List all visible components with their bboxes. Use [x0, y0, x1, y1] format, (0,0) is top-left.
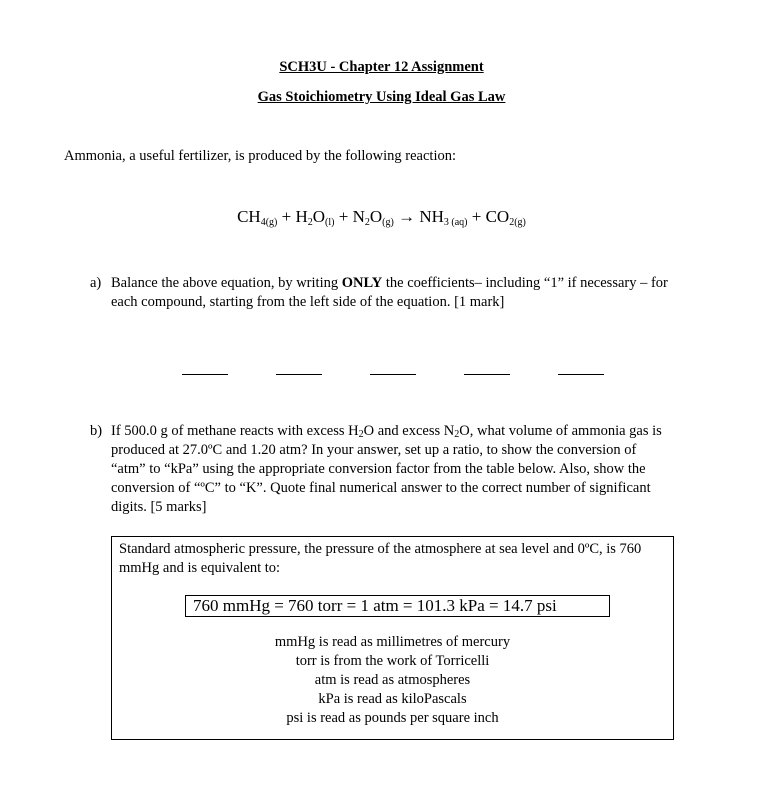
pressure-info-box: [111, 536, 674, 740]
assignment-subtitle: Gas Stoichiometry Using Ideal Gas Law: [257, 89, 506, 105]
unit-definitions: [112, 633, 673, 728]
definition-psi: psi is read as pounds per square inch: [286, 710, 499, 726]
question-a-text: Balance the above equation, by writing ONLY the coefficients– including “1” if necessary – for each compound, starting from the left side of the equation. [1 mark]: [111, 275, 668, 310]
ch4: CH: [237, 207, 261, 226]
answer-blank-1[interactable]: [182, 374, 228, 375]
definition-mmhg: mmHg is read as millimetres of mercury: [274, 634, 511, 650]
info-box-intro: Standard atmospheric pressure, the pressure of the atmosphere at sea level and 0ºC, is 760 mmHg and is equivalent to:: [119, 541, 642, 576]
assignment-title: SCH3U - Chapter 12 Assignment: [279, 59, 484, 75]
intro-text: Ammonia, a useful fertilizer, is produced by the following reaction:: [64, 148, 457, 164]
reaction-arrow: →: [393, 207, 420, 226]
question-b-text: If 500.0 g of methane reacts with excess $H_2O$ and excess $N_2O$, what volume of ammonia gas is produced at 27.0ºC and 1.20 atm? In your answer, set up a ratio, to show the conversion of “atm” to “kPa” using the appropriate conversion factor from the table below. Also, show the conversion of “ºC” to “K”. Quote final numerical answer to the correct number of significant digits. [5 marks]: [111, 423, 662, 515]
h2o: H: [295, 207, 308, 226]
answer-blank-2[interactable]: [276, 374, 322, 375]
nh3: NH: [419, 207, 444, 226]
question-b-label: b): [90, 423, 103, 439]
definition-kpa: kPa is read as kiloPascals: [318, 691, 467, 707]
question-a-label: a): [90, 275, 102, 291]
co2: CO: [485, 207, 510, 226]
answer-blank-5[interactable]: [558, 374, 604, 375]
definition-torr: torr is from the work of Torricelli: [295, 653, 490, 669]
chemical-equation: $CH_{4(g)} + H_2O_{(l)} + N_2O_{(g)} \to NH_{3 (aq)} + CO_{2(g)}$: [237, 207, 526, 228]
question-a: [90, 274, 670, 312]
conversion-equation: 760 mmHg = 760 torr = 1 atm = 101.3 kPa = 14.7 psi: [185, 595, 610, 617]
question-b: [90, 422, 670, 517]
answer-blank-3[interactable]: [370, 374, 416, 375]
n2o: N: [352, 207, 365, 226]
definition-atm: atm is read as atmospheres: [314, 672, 471, 688]
answer-blank-4[interactable]: [464, 374, 510, 375]
